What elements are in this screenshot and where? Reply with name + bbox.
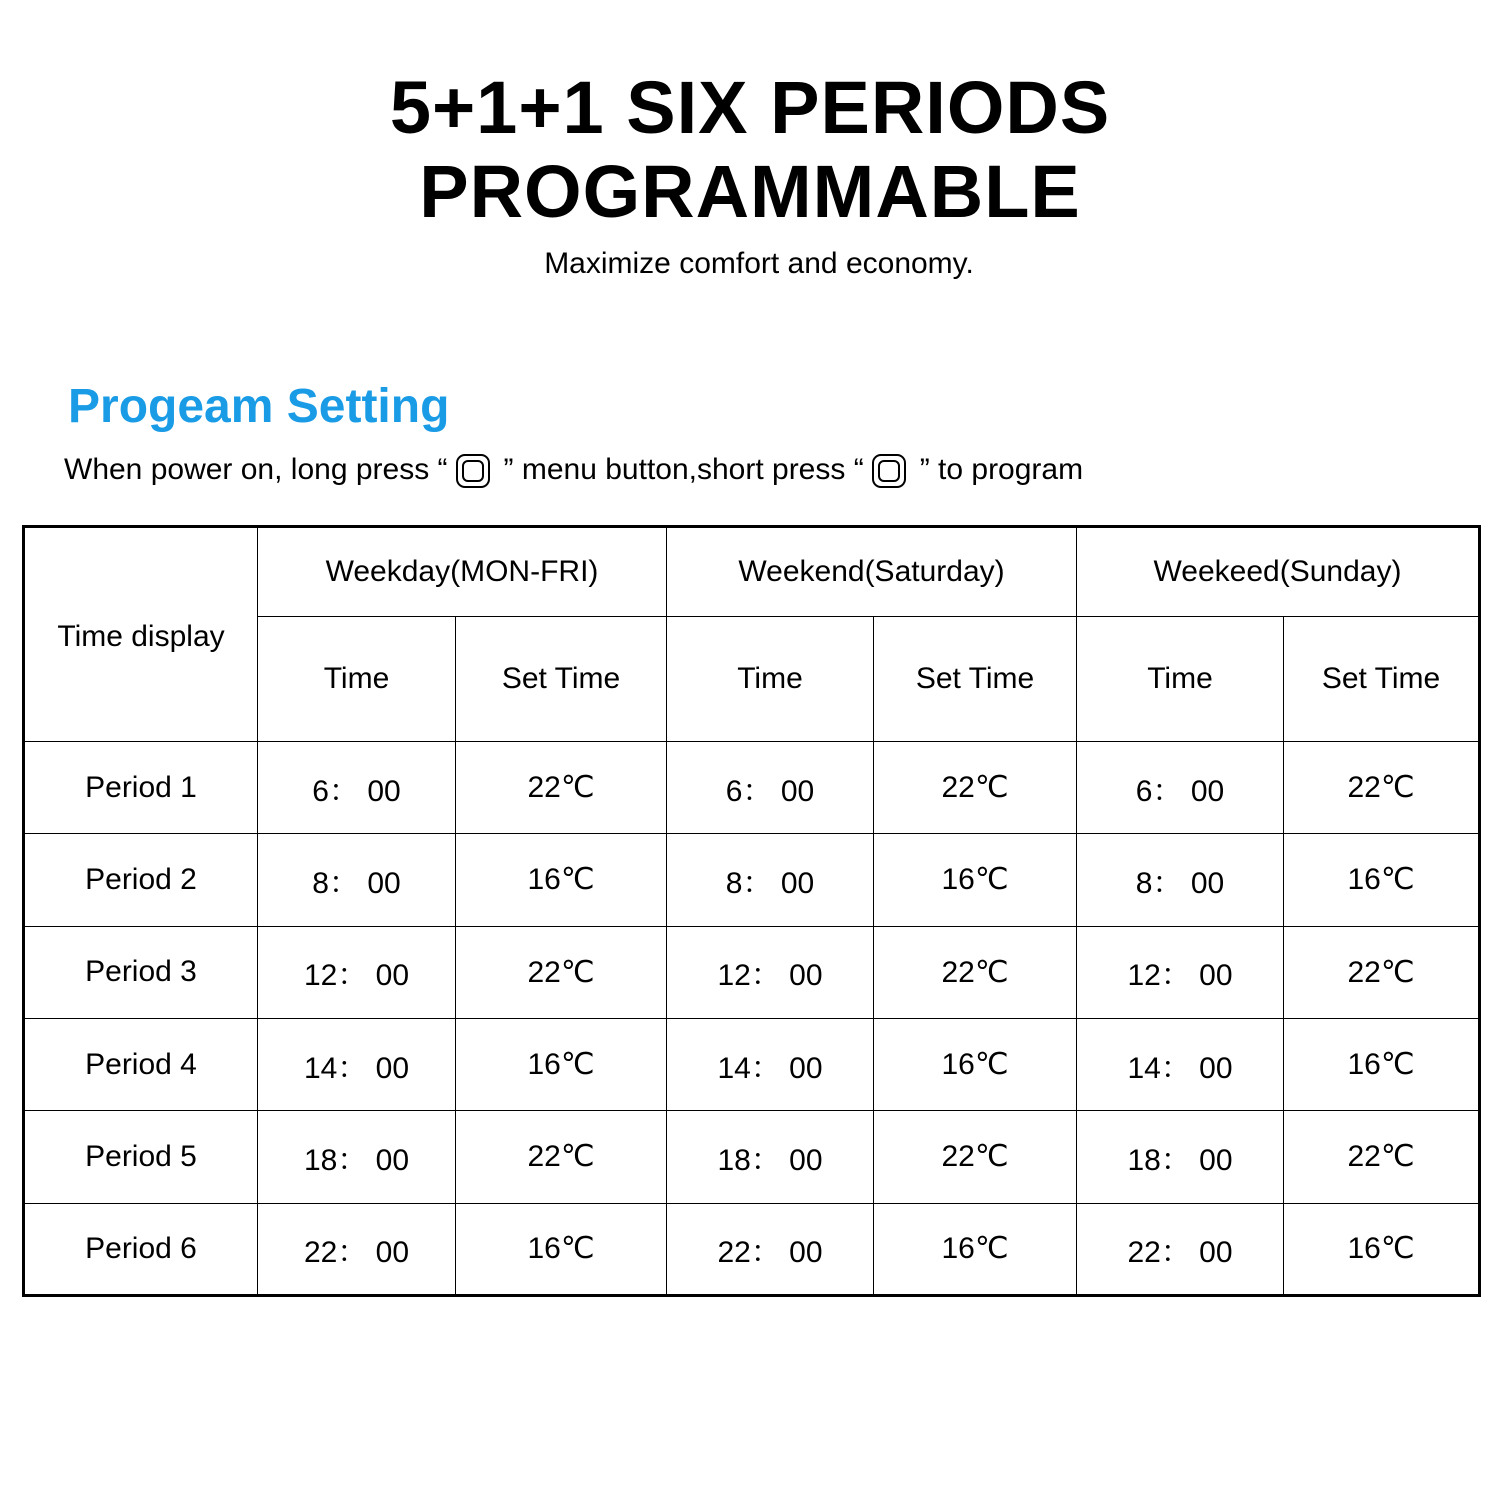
time-cell: 14： 00 <box>1077 1018 1284 1110</box>
subheader-cell: Set Time <box>1284 617 1480 741</box>
set-temp-cell: 22℃ <box>456 1111 667 1203</box>
set-temp-cell: 22℃ <box>874 741 1077 833</box>
set-temp-cell: 16℃ <box>1284 1018 1480 1110</box>
period-label: Period 4 <box>24 1018 258 1110</box>
table-row <box>24 1203 1480 1295</box>
time-cell: 6： 00 <box>667 741 874 833</box>
time-cell: 12： 00 <box>667 926 874 1018</box>
table-row <box>24 1111 1480 1203</box>
period-label: Period 6 <box>24 1203 258 1295</box>
set-temp-cell: 22℃ <box>874 926 1077 1018</box>
time-cell: 8： 00 <box>1077 834 1284 926</box>
time-cell: 8： 00 <box>258 834 456 926</box>
table-header-row <box>24 527 1480 617</box>
set-temp-cell: 22℃ <box>1284 1111 1480 1203</box>
period-label: Period 1 <box>24 741 258 833</box>
set-temp-cell: 16℃ <box>874 1018 1077 1110</box>
time-cell: 6： 00 <box>258 741 456 833</box>
time-cell: 14： 00 <box>258 1018 456 1110</box>
time-cell: 14： 00 <box>667 1018 874 1110</box>
subheader-cell: Time <box>1077 617 1284 741</box>
subheader-cell: Set Time <box>874 617 1077 741</box>
group-header-weekday: Weekday(MON-FRI) <box>258 527 667 617</box>
table-row <box>24 1018 1480 1110</box>
set-temp-cell: 22℃ <box>1284 926 1480 1018</box>
time-cell: 22： 00 <box>1077 1203 1284 1295</box>
period-label: Period 5 <box>24 1111 258 1203</box>
time-cell: 12： 00 <box>1077 926 1284 1018</box>
menu-button-icon <box>872 454 906 488</box>
set-temp-cell: 16℃ <box>456 1018 667 1110</box>
instruction-text <box>64 448 1083 492</box>
set-temp-cell: 16℃ <box>456 834 667 926</box>
period-label: Period 2 <box>24 834 258 926</box>
set-temp-cell: 16℃ <box>1284 834 1480 926</box>
group-header-sunday: Weekeed(Sunday) <box>1077 527 1480 617</box>
time-cell: 12： 00 <box>258 926 456 1018</box>
table-row <box>24 741 1480 833</box>
page-title-line-2: PROGRAMMABLE <box>419 150 1081 233</box>
table-row <box>24 926 1480 1018</box>
table-row <box>24 834 1480 926</box>
time-cell: 18： 00 <box>667 1111 874 1203</box>
set-temp-cell: 22℃ <box>1284 741 1480 833</box>
time-cell: 22： 00 <box>667 1203 874 1295</box>
time-cell: 6： 00 <box>1077 741 1284 833</box>
set-temp-cell: 22℃ <box>456 926 667 1018</box>
subheader-cell: Time <box>258 617 456 741</box>
section-title: Progeam Setting <box>68 380 450 433</box>
corner-header: Time display <box>24 527 258 742</box>
time-cell: 22： 00 <box>258 1203 456 1295</box>
menu-button-icon <box>456 454 490 488</box>
set-temp-cell: 16℃ <box>456 1203 667 1295</box>
set-temp-cell: 16℃ <box>874 834 1077 926</box>
period-label: Period 3 <box>24 926 258 1018</box>
instruction-part-3: ” to program <box>919 453 1084 486</box>
set-temp-cell: 22℃ <box>456 741 667 833</box>
set-temp-cell: 16℃ <box>874 1203 1077 1295</box>
subheader-cell: Time <box>667 617 874 741</box>
time-cell: 18： 00 <box>258 1111 456 1203</box>
set-temp-cell: 22℃ <box>874 1111 1077 1203</box>
group-header-saturday: Weekend(Saturday) <box>667 527 1077 617</box>
subheader-cell: Set Time <box>456 617 667 741</box>
page-title-line-1: 5+1+1 SIX PERIODS <box>389 66 1111 149</box>
instruction-part-2: ” menu button,short press “ <box>503 453 864 486</box>
page-subtitle: Maximize comfort and economy. <box>544 247 974 280</box>
time-cell: 8： 00 <box>667 834 874 926</box>
instruction-part-1: When power on, long press “ <box>64 453 448 486</box>
set-temp-cell: 16℃ <box>1284 1203 1480 1295</box>
time-cell: 18： 00 <box>1077 1111 1284 1203</box>
schedule-table <box>22 525 1481 1297</box>
